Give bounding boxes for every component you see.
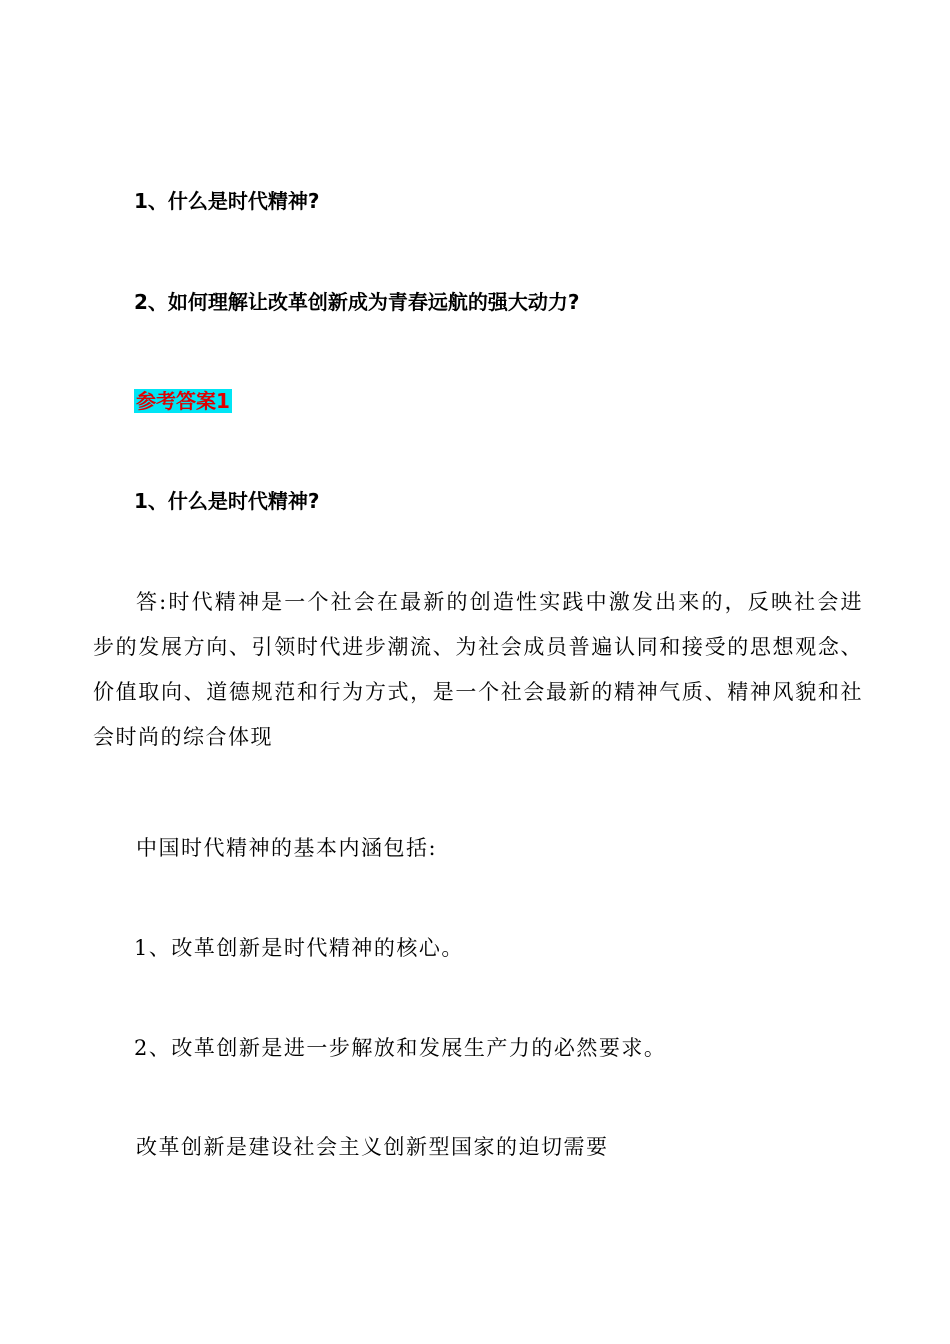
answer-heading-line [134, 388, 232, 414]
content-intro: 中国时代精神的基本内涵包括: [136, 836, 438, 860]
point-3: 改革创新是建设社会主义创新型国家的迫切需要 [136, 1135, 609, 1159]
answer-question-1: 1、什么是时代精神? [134, 489, 320, 513]
point-1: 1、改革创新是时代精神的核心。 [134, 936, 464, 960]
answer-heading: 参考答案1 [136, 389, 230, 413]
point-2: 2、改革创新是进一步解放和发展生产力的必然要求。 [134, 1036, 667, 1060]
answer-paragraph: 答:时代精神是一个社会在最新的创造性实践中激发出来的，反映社会进步的发展方向、引领时代进步潮流、为社会成员普遍认同和接受的思想观念、价值取向、道德规范和行为方式，是一个社会最新的精神气质、精神风貌和社会时尚的综合体现 [93, 590, 863, 749]
question-2: 2、如何理解让改革创新成为青春远航的强大动力? [134, 290, 580, 314]
question-1: 1、什么是时代精神? [134, 189, 320, 213]
